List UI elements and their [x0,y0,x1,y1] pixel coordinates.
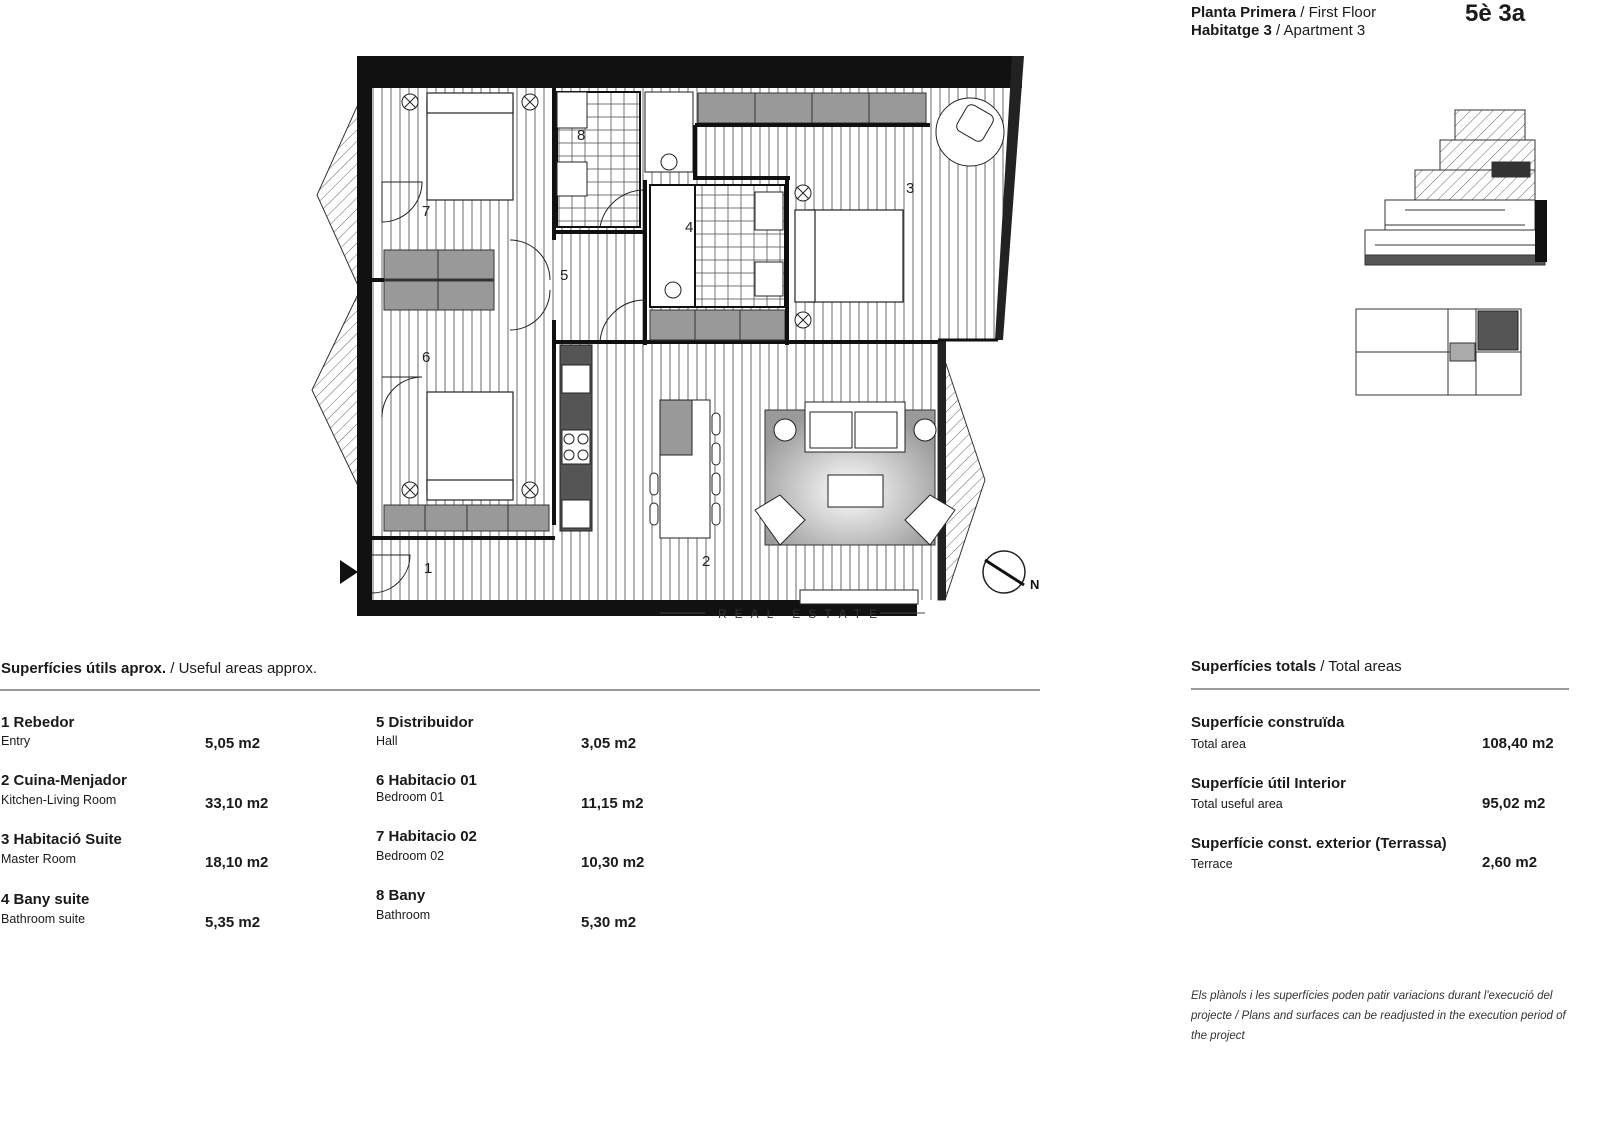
room-sub: Bedroom 02 [376,849,445,863]
apt-ca: Habitatge 3 [1191,22,1272,39]
bed-master [808,210,903,302]
useful-areas-title [1,660,317,677]
wall-west [357,56,372,616]
room-number-5: 5 [560,267,569,284]
note-en: Plans and surfaces can be readjusted in the execution period of the project [1191,1010,1566,1042]
compass-icon [983,551,1039,593]
total-name: Superfície útil Interior [1191,775,1347,792]
total-area: 108,40 m2 [1482,735,1554,752]
room-area: 3,05 m2 [581,735,637,752]
room-name: 4 Bany suite [1,891,90,908]
floor-label [1191,4,1376,21]
room-area: 5,30 m2 [581,914,637,931]
wall-north [357,56,1022,88]
totals-title-sep: / [1320,658,1325,675]
unit-code: 5è 3a [1465,0,1526,27]
room-area: 10,30 m2 [581,854,645,871]
total-sub: Total area [1191,737,1246,751]
room-sub: Master Room [1,852,77,866]
entrance-arrow [340,560,358,584]
room-number-2: 2 [702,553,711,570]
totals-title-en: Total areas [1328,658,1402,675]
room-area: 5,05 m2 [205,735,261,752]
room-name: 3 Habitació Suite [1,831,122,848]
room-number-4: 4 [685,219,694,236]
room-name: 7 Habitacio 02 [376,828,477,845]
room-area: 11,15 m2 [581,795,644,812]
room-sub: Bedroom 01 [376,790,445,804]
bed-bedroom-02 [427,100,513,200]
note-sep: / [1235,1010,1239,1022]
apartment-label [1191,22,1365,39]
totals-divider [1191,688,1569,690]
room-sub: Hall [376,734,398,748]
totals-title-ca: Superfícies totals [1191,658,1317,675]
useful-title-en: Useful areas approx. [178,660,317,677]
useful-divider [0,689,1040,691]
room-area: 18,10 m2 [205,854,269,871]
total-area: 95,02 m2 [1482,795,1546,812]
room-number-1: 1 [424,560,433,577]
floor-en: First Floor [1308,4,1377,21]
total-sub: Terrace [1191,857,1233,871]
room-area: 5,35 m2 [205,914,261,931]
useful-title-sep: / [170,660,175,677]
room-name: 6 Habitacio 01 [376,772,477,789]
floor-sep: / [1300,4,1305,21]
location-key-plan [1350,305,1525,400]
tv-unit [800,590,918,604]
total-areas-title [1191,658,1402,675]
useful-title-ca: Superfícies útils aprox. [1,660,167,677]
room-number-7: 7 [422,203,431,220]
total-sub: Total useful area [1191,797,1283,811]
bed-bedroom-01 [427,392,513,492]
terrace-left-bottom [312,290,360,490]
terrace-left-top [317,100,360,290]
total-name: Superfície const. exterior (Terrassa) [1191,835,1447,852]
coffee-table [828,475,883,507]
room-sub: Bathroom [376,908,431,922]
total-name: Superfície construïda [1191,714,1345,731]
compass-label: N [1030,577,1040,592]
floor-ca: Planta Primera [1191,4,1297,21]
total-area: 2,60 m2 [1482,854,1538,871]
disclaimer-note [1191,986,1571,1046]
watermark-text: REAL ESTATE [718,607,886,621]
note-ca: Els plànols i les superfícies poden patir variacions durant l'execució del projecte [1191,990,1553,1022]
apt-en: Apartment 3 [1283,22,1366,39]
room-sub: Bathroom suite [1,912,86,926]
room-number-3: 3 [906,180,915,197]
building-section-diagram [1345,100,1560,270]
room-area: 33,10 m2 [205,795,269,812]
apt-sep: / [1276,22,1281,39]
room-name: 1 Rebedor [1,714,75,731]
room-name: 5 Distribuidor [376,714,474,731]
room-number-6: 6 [422,349,431,366]
floor-plan [300,50,1040,630]
room-sub: Kitchen-Living Room [1,793,117,807]
room-name: 2 Cuina-Menjador [1,772,127,789]
room-name: 8 Bany [376,887,426,904]
room-number-8: 8 [577,127,586,144]
room-sub: Entry [1,734,31,748]
